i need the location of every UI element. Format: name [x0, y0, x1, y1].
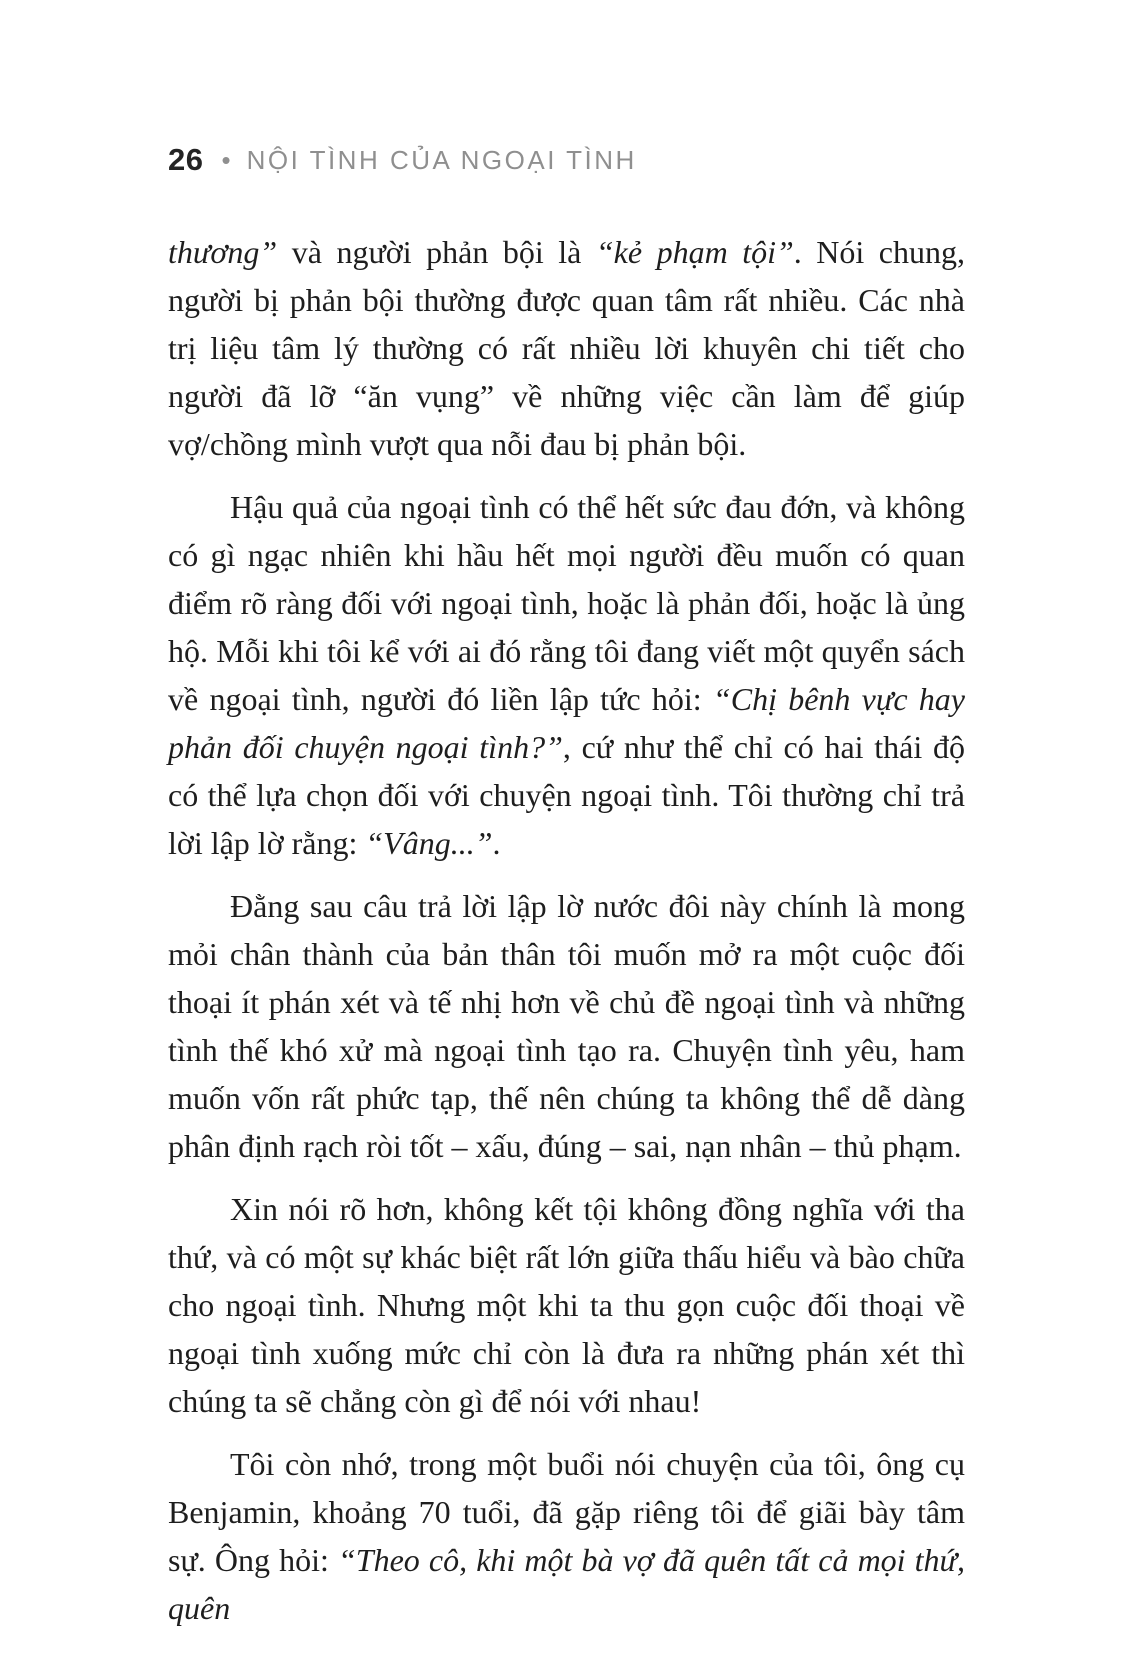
running-title: NỘI TÌNH CỦA NGOẠI TÌNH [246, 144, 637, 175]
text-run-italic: “Chị bênh vực hay phản đối chuyện ngoại tình?” [168, 681, 966, 765]
paragraph [168, 1440, 965, 1632]
text-run: Xin nói rõ hơn, không kết tội không đồng nghĩa với tha thứ, và có một sự khác biệt rất lớn giữa thấu hiểu và bào chữa cho ngoại tình. Nhưng một khi ta thu gọn cuộc đối thoại về ngoại tình xuống mức chỉ còn là đưa ra những phán xét thì chúng ta sẽ chẳng còn gì để nói với nhau! [168, 1191, 965, 1419]
text-run-italic: thương” [168, 234, 278, 270]
paragraph [168, 882, 965, 1170]
text-run-italic: “kẻ phạm tội” [595, 234, 794, 270]
paragraph [168, 483, 965, 867]
separator-dot-icon: • [221, 145, 231, 175]
paragraph [168, 228, 965, 468]
page-header [168, 142, 965, 178]
page-number: 26 [168, 142, 204, 177]
text-run: . [492, 825, 501, 861]
text-run-italic: “Vâng...” [365, 825, 493, 861]
text-run: và người phản bội là [277, 234, 596, 270]
text-run: . Nói chung, người bị phản bội thường được quan tâm rất nhiều. Các nhà trị liệu tâm lý thường có rất nhiều lời khuyên chi tiết cho người đã lỡ “ăn vụng” về những việc cần làm để giúp vợ/chồng mình vượt qua nỗi đau bị phản bội. [168, 234, 966, 462]
text-run: Đằng sau câu trả lời lập lờ nước đôi này chính là mong mỏi chân thành của bản thân tôi muốn mở ra một cuộc đối thoại ít phán xét và tế nhị hơn về chủ đề ngoại tình và những tình thế khó xử mà ngoại tình tạo ra. Chuyện tình yêu, ham muốn vốn rất phức tạp, thế nên chúng ta không thể dễ dàng phân định rạch ròi tốt – xấu, đúng – sai, nạn nhân – thủ phạm. [168, 888, 965, 1164]
text-run: , cứ như thể chỉ có hai thái độ có thể lựa chọn đối với chuyện ngoại tình. Tôi thường chỉ trả lời lập lờ rằng: [168, 729, 965, 861]
page-body [168, 228, 965, 1647]
paragraph [168, 1185, 965, 1425]
text-run-italic: “Theo cô, khi một bà vợ đã quên tất cả mọi thứ, quên [168, 1542, 966, 1626]
text-run: Hậu quả của ngoại tình có thể hết sức đau đớn, và không có gì ngạc nhiên khi hầu hết mọi người đều muốn có quan điểm rõ ràng đối với ngoại tình, hoặc là phản đối, hoặc là ủng hộ. Mỗi khi tôi kể với ai đó rằng tôi đang viết một quyển sách về ngoại tình, người đó liền lập tức hỏi: [168, 489, 965, 717]
text-run: Tôi còn nhớ, trong một buổi nói chuyện của tôi, ông cụ Benjamin, khoảng 70 tuổi, đã gặp riêng tôi để giãi bày tâm sự. Ông hỏi: [168, 1446, 965, 1578]
